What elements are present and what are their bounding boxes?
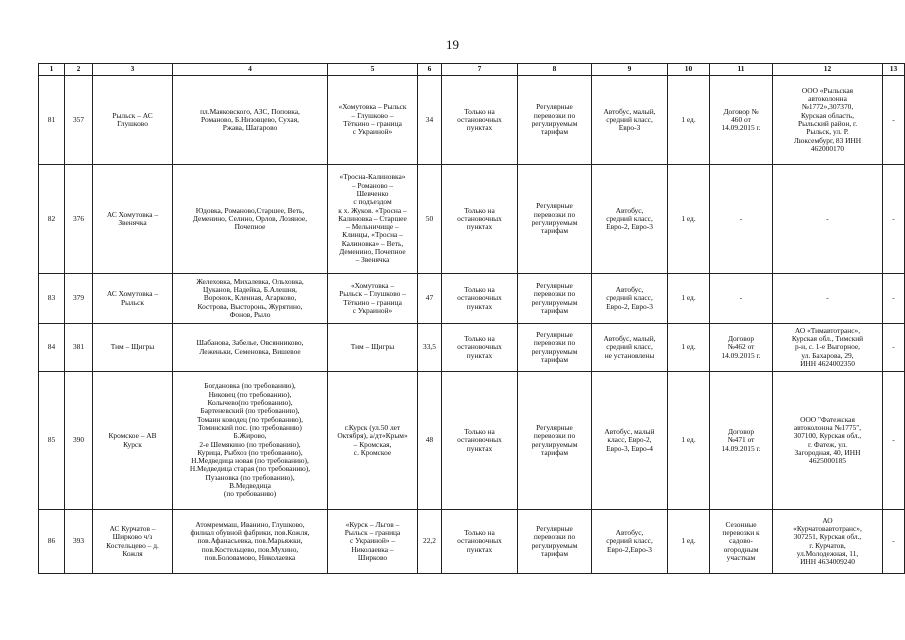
column-header: 5 <box>328 64 418 76</box>
transport-type: Регулярные перевозки по регулируемым тарифам <box>518 510 592 574</box>
boarding-order: Только на остановочных пунктах <box>442 165 518 274</box>
vehicle-class: Автобус, малый класс, Евро-2, Евро-3, Евро-4 <box>592 372 668 510</box>
route-streets: Тим – Щигры <box>328 324 418 372</box>
boarding-order: Только на остановочных пунктах <box>442 372 518 510</box>
vehicle-class: Автобус, средний класс, Евро-2, Евро-3 <box>592 165 668 274</box>
column-header: 3 <box>93 64 173 76</box>
intermediate-stops: пл.Маяковского, АЗС, Поповка, Романово, Б.Низовцево, Сухая, Ржава, Шагарово <box>173 76 328 165</box>
boarding-order: Только на остановочных пунктах <box>442 76 518 165</box>
boarding-order: Только на остановочных пунктах <box>442 510 518 574</box>
vehicle-count: 1 ед. <box>668 324 710 372</box>
vehicle-count: 1 ед. <box>668 76 710 165</box>
extra-cell: - <box>883 165 905 274</box>
column-header: 12 <box>773 64 883 76</box>
table-row <box>39 165 905 274</box>
route-number: 379 <box>65 274 93 324</box>
contract: Договор № 460 от 14.09.2015 г. <box>710 76 773 165</box>
vehicle-count: 1 ед. <box>668 372 710 510</box>
carrier: - <box>773 165 883 274</box>
extra-cell: - <box>883 274 905 324</box>
row-number: 84 <box>39 324 65 372</box>
route-length: 47 <box>418 274 442 324</box>
table-row <box>39 274 905 324</box>
route-streets: «Курск – Льгов – Рыльск – граница с Украиной» – Николаевка – Ширково <box>328 510 418 574</box>
intermediate-stops: Богдановка (по требованию), Никовец (по требованию), Колычево(по требованию), Бартеневский (по требованию), Томаин ководец (по требованию), Томинский пос. (по требованию) Б.Жирово, 2-е Шемякино (по требованию), Курица, Рыбхоз (по требованию), Н.Медведица новая (по требованию), Н.Медведица старая (по требованию), Пузановка (по требованию), В.Медведица (по требованию) <box>173 372 328 510</box>
table-row <box>39 76 905 165</box>
extra-cell: - <box>883 372 905 510</box>
route-streets: «Тросна-Калиновка» – Романово – Шевченко с подъездом к х. Жуков. «Тросна – Калиновка – Старшее – Мельничище – Клинцы, «Тросна – Калиновка» – Веть, Деменино, Почепное – Звенячка <box>328 165 418 274</box>
contract: - <box>710 165 773 274</box>
transport-type: Регулярные перевозки по регулируемым тарифам <box>518 165 592 274</box>
carrier: АО «Курчатовавтотранс», 307251, Курская обл., г. Курчатов, ул.Молодежная, 11, ИНН 4634009240 <box>773 510 883 574</box>
row-number: 85 <box>39 372 65 510</box>
route-number: 376 <box>65 165 93 274</box>
contract: Сезонные перевозки к садово- огородным участкам <box>710 510 773 574</box>
route-name: Кромское – АВ Курск <box>93 372 173 510</box>
contract: - <box>710 274 773 324</box>
transport-type: Регулярные перевозки по регулируемым тарифам <box>518 372 592 510</box>
route-name: АС Курчатов – Ширково ч/з Костельцево – д. Кожля <box>93 510 173 574</box>
contract: Договор №471 от 14.09.2015 г. <box>710 372 773 510</box>
table-row <box>39 372 905 510</box>
vehicle-class: Автобус, средний класс, Евро-2,Евро-3 <box>592 510 668 574</box>
transport-type: Регулярные перевозки по регулируемым тарифам <box>518 324 592 372</box>
route-length: 33,5 <box>418 324 442 372</box>
column-header: 8 <box>518 64 592 76</box>
vehicle-class: Автобус, средний класс, Евро-2, Евро-3 <box>592 274 668 324</box>
route-name: АС Хомутовка – Рыльск <box>93 274 173 324</box>
vehicle-class: Автобус, малый, средний класс, не установлены <box>592 324 668 372</box>
route-length: 50 <box>418 165 442 274</box>
extra-cell: - <box>883 324 905 372</box>
carrier: ООО «Рыльская автоколонна №1772»,307370, Курская область, Рыльский район, г. Рыльск, ул. Р. Люксембург, 83 ИНН 462000170 <box>773 76 883 165</box>
transport-type: Регулярные перевозки по регулируемым тарифам <box>518 274 592 324</box>
intermediate-stops: Атомреммаш, Иванино, Глушково, филиал обувной фабрики, пов.Кожля, пов.Афанасьевка, пов.Марьяжки, пов.Костельцево, пов.Мухино, пов.Боловамово, Николаевка <box>173 510 328 574</box>
route-streets: «Хомутовка – Рыльск – Глушково – Тёткино – граница с Украиной» <box>328 274 418 324</box>
vehicle-count: 1 ед. <box>668 274 710 324</box>
boarding-order: Только на остановочных пунктах <box>442 324 518 372</box>
vehicle-count: 1 ед. <box>668 165 710 274</box>
vehicle-class: Автобус, малый, средний класс, Евро-3 <box>592 76 668 165</box>
route-length: 48 <box>418 372 442 510</box>
row-number: 83 <box>39 274 65 324</box>
route-number: 381 <box>65 324 93 372</box>
table-row <box>39 324 905 372</box>
route-streets: г.Курск (ул.50 лет Октября), а/дт«Крым» – Кромская, с. Кромское <box>328 372 418 510</box>
header-row <box>39 64 905 76</box>
route-number: 393 <box>65 510 93 574</box>
route-length: 34 <box>418 76 442 165</box>
row-number: 86 <box>39 510 65 574</box>
contract: Договор №462 от 14.09.2015 г. <box>710 324 773 372</box>
route-name: Рыльск – АС Глушково <box>93 76 173 165</box>
intermediate-stops: Шабанова, Забелье, Овсянниково, Леженьки, Семеновка, Вишевое <box>173 324 328 372</box>
extra-cell: - <box>883 510 905 574</box>
page-number: 19 <box>446 37 459 52</box>
column-header: 9 <box>592 64 668 76</box>
carrier: АО «Тимавтотранс», Курская обл., Тимский р-н, с. 1-е Выгорное, ул. Бахарова, 29, ИНН 4624002350 <box>773 324 883 372</box>
column-header: 7 <box>442 64 518 76</box>
column-header: 11 <box>710 64 773 76</box>
route-name: АС Хомутовка – Звенячка <box>93 165 173 274</box>
intermediate-stops: Желеховка, Михалевка, Ольховка, Цуканов, Надейка, Б.Алешня, Воронок, Кленная, Агарково, Кострова, Высторонь, Журятино, Фонов, Рыло <box>173 274 328 324</box>
routes-table <box>38 63 905 574</box>
column-header: 6 <box>418 64 442 76</box>
route-name: Тим – Щигры <box>93 324 173 372</box>
column-header: 1 <box>39 64 65 76</box>
route-length: 22,2 <box>418 510 442 574</box>
column-header: 10 <box>668 64 710 76</box>
column-header: 2 <box>65 64 93 76</box>
column-header: 13 <box>883 64 905 76</box>
row-number: 82 <box>39 165 65 274</box>
carrier: ООО "Фатежская автоколонна №1775", 307100, Курская обл., г. Фатеж, ул. Загородная, 40, ИНН 4625000185 <box>773 372 883 510</box>
extra-cell: - <box>883 76 905 165</box>
boarding-order: Только на остановочных пунктах <box>442 274 518 324</box>
row-number: 81 <box>39 76 65 165</box>
route-number: 390 <box>65 372 93 510</box>
vehicle-count: 1 ед. <box>668 510 710 574</box>
column-header: 4 <box>173 64 328 76</box>
intermediate-stops: Юдовка, Романово,Старшее, Веть, Деменино, Селино, Орлов, Лозяное, Почепное <box>173 165 328 274</box>
table-row <box>39 510 905 574</box>
carrier: - <box>773 274 883 324</box>
route-number: 357 <box>65 76 93 165</box>
route-streets: «Хомутовка – Рыльск – Глушково – Тёткино – граница с Украиной» <box>328 76 418 165</box>
transport-type: Регулярные перевозки по регулируемым тарифам <box>518 76 592 165</box>
